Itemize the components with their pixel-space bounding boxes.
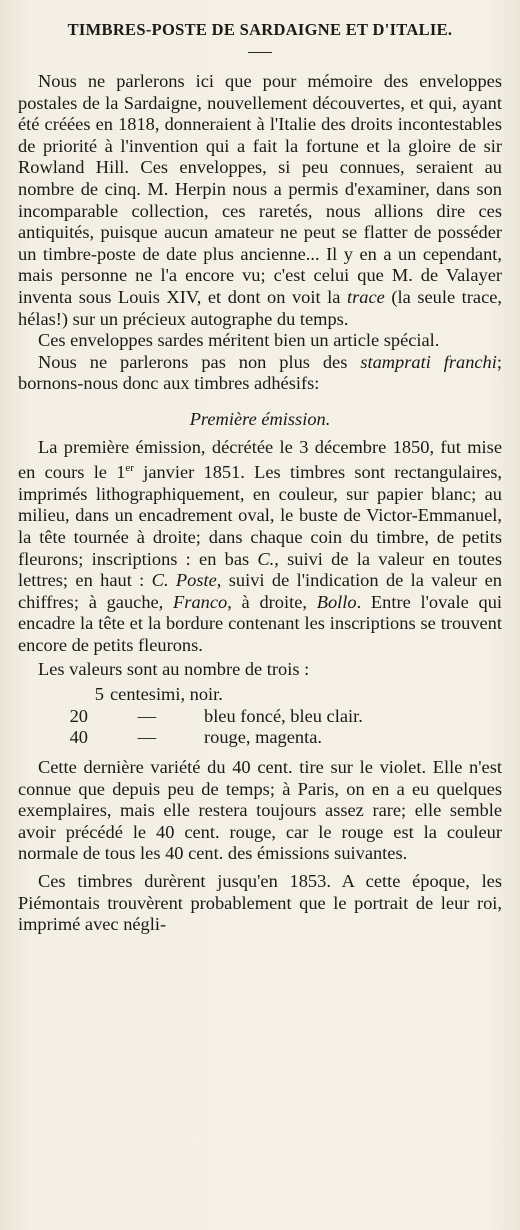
value-text: centesimi, noir. — [110, 684, 223, 705]
italic-c-poste: C. Poste — [151, 570, 217, 591]
values-intro: Les valeurs sont au nombre de trois : — [38, 658, 310, 679]
value-row — [18, 727, 502, 749]
value-dash: — — [137, 727, 157, 748]
italic-trace: trace — [346, 286, 385, 307]
emission-text-e: , à droite, — [227, 591, 307, 612]
italic-franco: Franco — [173, 591, 228, 612]
paragraph-intro-end: (la seule trace, hélas!) sur un précieux autographe du temps. — [18, 286, 502, 329]
paragraph-violet: Cette dernière variété du 40 cent. tire sur le violet. Elle n'est connue que depuis peu de temps; à Paris, on en a eu quelques exemplaires, mais elle restera toujours assez rare; elle semble avoir précédé le 40 cent. rouge, car le rouge est la couleur normale de tous les 40 cent. des émissions suivantes. — [18, 756, 502, 864]
section-heading: Première émission. — [189, 408, 331, 429]
emission-text-b: janvier 1851. Les timbres sont rectangulaires, imprimés lithographiquement, en couleur, sur papier blanc; au milieu, dans un encadrement oval, le buste de Victor-Emmanuel, la tête tournée à droite; dans chaque coin du timbre, de petits fleurons; inscriptions : en bas — [18, 462, 502, 569]
title-rule — [248, 52, 272, 53]
paragraph-stamprati-end: ; bornons-nous donc aux timbres adhésifs: — [18, 351, 502, 394]
paragraph-intro-text: Nous ne parlerons ici que pour mémoire des enveloppes postales de la Sardaigne, nouvellement découvertes, et qui, ayant été créées en 1818, donneraient à l'Italie des droits incontestables de priorité à l'invention qui a fait la fortune et la gloire de sir Rowland Hill. Ces enveloppes, si peu connues, seraient au nombre de cinq. M. Herpin nous a permis d'examiner, dans son incomparable collection, ces raretés, nous allions dire ces antiquités, puisque aucun amateur ne peut se flatter de posséder un timbre-poste de date plus ancienne... Il y en a un cependant, mais personne ne l'a encore vu; c'est celui que M. de Valayer inventa sous Louis XIV, et dont on voit la — [18, 71, 502, 307]
paragraph-emission — [18, 437, 502, 657]
value-number: 5 — [94, 684, 104, 705]
emission-text-d: , suivi de l'indication de la valeur en chiffres; à gauche, — [18, 570, 502, 612]
value-row — [18, 684, 502, 706]
value-number: 40 — [69, 727, 88, 748]
emission-text-c: , suivi de la valeur en toutes lettres; en haut : — [18, 548, 502, 591]
emission-text-f: . Entre l'ovale qui encadre la tête et la bordure contenant les inscriptions se trouvent encore de petits fleurons. — [18, 591, 502, 655]
emission-sup: er — [125, 462, 134, 475]
italic-bollo: Bollo — [316, 591, 357, 612]
value-text: rouge, magenta. — [204, 727, 322, 748]
value-number: 20 — [69, 705, 88, 726]
paragraph-1853: Ces timbres durèrent jusqu'en 1853. A cette époque, les Piémontais trouvèrent probablement que le portrait de leur roi, imprimé avec négli- — [18, 870, 502, 935]
emission-text-a: La première émission, décrétée le 3 décembre 1850, fut mise en cours le 1 — [18, 436, 502, 483]
paragraph-enveloppes: Ces enveloppes sardes méritent bien un article spécial. — [38, 330, 440, 351]
page-title: TIMBRES-POSTE DE SARDAIGNE ET D'ITALIE. — [67, 20, 453, 39]
paragraph-stamprati-start: Nous ne parlerons pas non plus des — [38, 351, 348, 372]
paragraph-intro — [18, 71, 502, 330]
value-row — [18, 706, 502, 728]
italic-stamprati: stamprati franchi — [360, 351, 497, 372]
values-list — [18, 684, 502, 749]
value-text: bleu foncé, bleu clair. — [204, 705, 363, 726]
italic-c: C. — [257, 548, 275, 569]
value-dash: — — [137, 705, 157, 726]
paragraph-stamprati — [18, 352, 502, 395]
